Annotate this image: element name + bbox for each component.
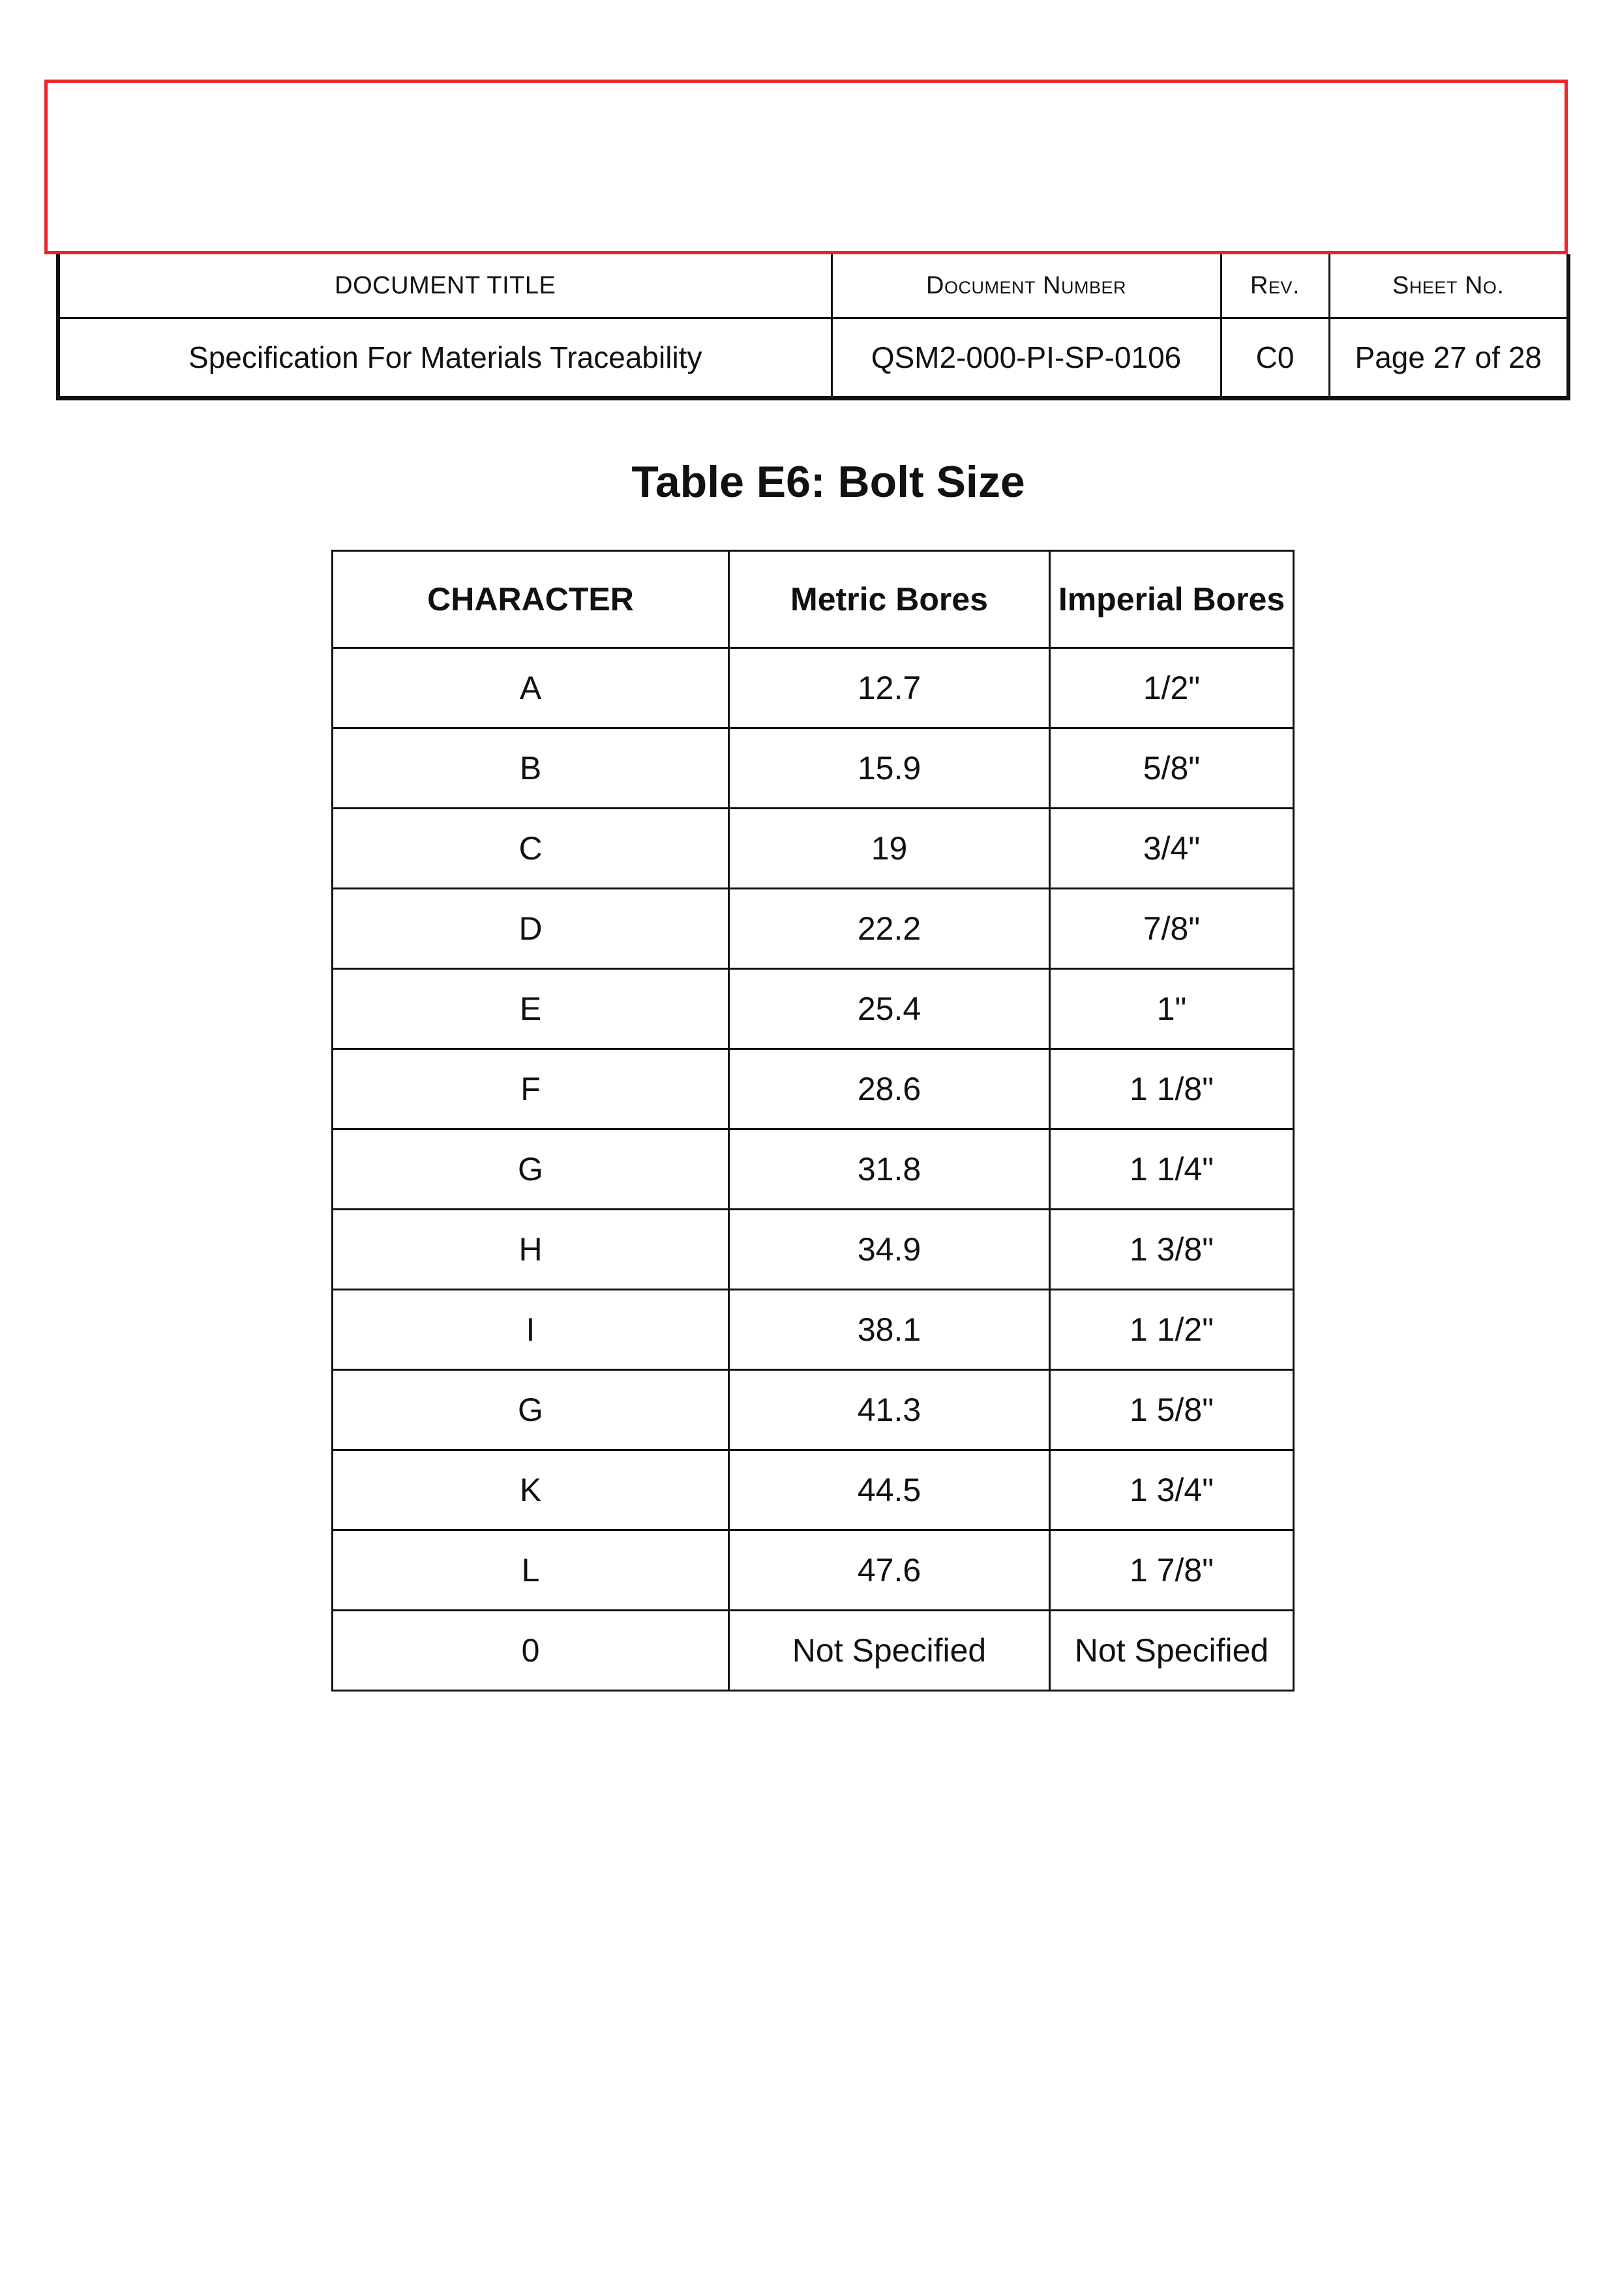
imperial-cell: 1/2" [1050,648,1294,728]
document-number-value: QSM2-000-PI-SP-0106 [831,318,1221,398]
character-cell: B [333,728,729,809]
character-cell: G [333,1370,729,1450]
character-cell: L [333,1530,729,1611]
imperial-cell: 1 7/8" [1050,1530,1294,1611]
imperial-cell: 1 3/8" [1050,1210,1294,1290]
character-cell: G [333,1129,729,1210]
table-row [333,728,1294,809]
table-row [333,889,1294,969]
character-cell: E [333,969,729,1049]
metric-cell: Not Specified [729,1611,1050,1691]
document-number-label: Document Number [831,254,1221,318]
table-title: Table E6: Bolt Size [631,457,1025,507]
imperial-cell: 5/8" [1050,728,1294,809]
sheet-number-value: Page 27 of 28 [1329,318,1568,398]
table-row [333,1530,1294,1611]
imperial-cell: 1 5/8" [1050,1370,1294,1450]
column-header-metric-bores: Metric Bores [729,551,1050,648]
metric-cell: 22.2 [729,889,1050,969]
metric-cell: 25.4 [729,969,1050,1049]
metric-cell: 38.1 [729,1290,1050,1370]
character-cell: C [333,809,729,889]
table-row [333,1611,1294,1691]
metric-cell: 19 [729,809,1050,889]
table-row [333,648,1294,728]
imperial-cell: 1" [1050,969,1294,1049]
table-row [333,969,1294,1049]
imperial-cell: 3/4" [1050,809,1294,889]
character-cell: A [333,648,729,728]
column-header-imperial-bores: Imperial Bores [1050,551,1294,648]
character-cell: H [333,1210,729,1290]
revision-label: Rev. [1221,254,1329,318]
table-row [333,1049,1294,1129]
character-cell: K [333,1450,729,1530]
table-row [333,1290,1294,1370]
sheet-number-label: Sheet No. [1329,254,1568,318]
metric-cell: 44.5 [729,1450,1050,1530]
table-row [333,809,1294,889]
metric-cell: 15.9 [729,728,1050,809]
logo-placeholder-box [44,80,1568,254]
imperial-cell: 1 3/4" [1050,1450,1294,1530]
table-row [333,1210,1294,1290]
bolt-table-header-row [333,551,1294,648]
imperial-cell: 1 1/2" [1050,1290,1294,1370]
character-cell: 0 [333,1611,729,1691]
column-header-character: CHARACTER [333,551,729,648]
header-values-row [58,318,1568,398]
table-row [333,1129,1294,1210]
document-header-table [56,254,1570,400]
imperial-cell: 7/8" [1050,889,1294,969]
metric-cell: 31.8 [729,1129,1050,1210]
metric-cell: 41.3 [729,1370,1050,1450]
table-row [333,1370,1294,1450]
bolt-size-table [331,550,1295,1692]
metric-cell: 34.9 [729,1210,1050,1290]
character-cell: I [333,1290,729,1370]
imperial-cell: 1 1/8" [1050,1049,1294,1129]
metric-cell: 12.7 [729,648,1050,728]
revision-value: C0 [1221,318,1329,398]
document-title-label: DOCUMENT TITLE [58,254,831,318]
imperial-cell: 1 1/4" [1050,1129,1294,1210]
character-cell: F [333,1049,729,1129]
table-row [333,1450,1294,1530]
header-labels-row [58,254,1568,318]
character-cell: D [333,889,729,969]
imperial-cell: Not Specified [1050,1611,1294,1691]
metric-cell: 47.6 [729,1530,1050,1611]
metric-cell: 28.6 [729,1049,1050,1129]
document-title-value: Specification For Materials Traceability [58,318,831,398]
